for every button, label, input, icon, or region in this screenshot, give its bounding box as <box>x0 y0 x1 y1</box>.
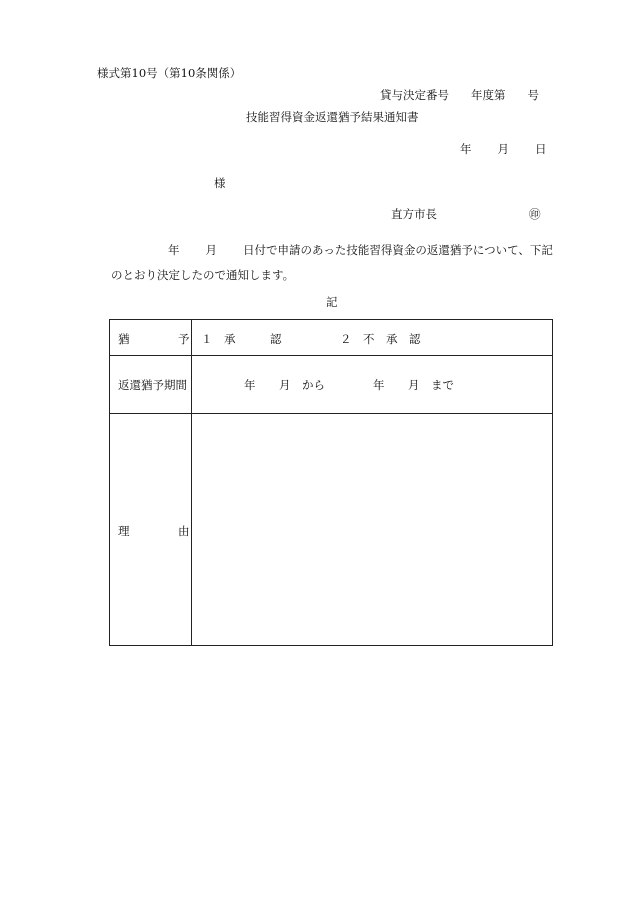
period-label: 返還猶予期間 <box>118 378 187 392</box>
seal-mark: ㊞ <box>529 207 541 221</box>
recipient-honorific: 様 <box>214 176 226 190</box>
issuer-name: 直方市長 <box>391 207 437 221</box>
period-from-month: 月 <box>279 378 291 392</box>
option-disapprove: ２ 不 承 認 <box>340 332 421 346</box>
result-table <box>109 319 553 646</box>
reason-field[interactable] <box>192 413 552 645</box>
table-row-reason <box>110 413 552 645</box>
reason-label-char1: 理 <box>118 524 130 538</box>
document-title: 技能習得資金返還猶予結果通知書 <box>246 110 419 124</box>
deferral-label <box>118 331 188 347</box>
period-to-month: 月 <box>408 378 420 392</box>
period-to-word: まで <box>431 378 454 392</box>
issue-date-day: 日 <box>535 142 547 156</box>
reason-label <box>118 523 188 539</box>
loan-decision-number-line <box>380 88 539 102</box>
table-column-divider <box>191 320 192 645</box>
option-approve: １ 承 認 <box>201 332 282 346</box>
body-month: 月 <box>205 243 217 257</box>
table-row-deferral <box>110 320 552 356</box>
notice-body <box>111 238 556 288</box>
loan-decision-number-unit: 号 <box>527 88 539 102</box>
reason-label-char2: 由 <box>178 524 190 538</box>
issue-date-month: 月 <box>497 142 509 156</box>
deferral-label-char1: 猶 <box>118 332 130 346</box>
ki-heading: 記 <box>326 295 338 309</box>
issue-date-year: 年 <box>460 142 472 156</box>
form-number: 様式第10号（第10条関係） <box>97 66 242 80</box>
deferral-label-char2: 予 <box>178 332 190 346</box>
loan-decision-label: 貸与決定番号 <box>380 88 449 102</box>
table-row-period <box>110 355 552 414</box>
period-from-word: から <box>302 378 325 392</box>
period-from-year: 年 <box>244 378 256 392</box>
loan-decision-year-unit: 年度第 <box>471 88 506 102</box>
period-to-year: 年 <box>373 378 385 392</box>
issue-date <box>460 142 547 156</box>
body-year: 年 <box>168 243 180 257</box>
body-text: 日付で申請のあった技能習得資金の返還猶予について、下記のとおり決定したので通知します。 <box>111 243 553 282</box>
